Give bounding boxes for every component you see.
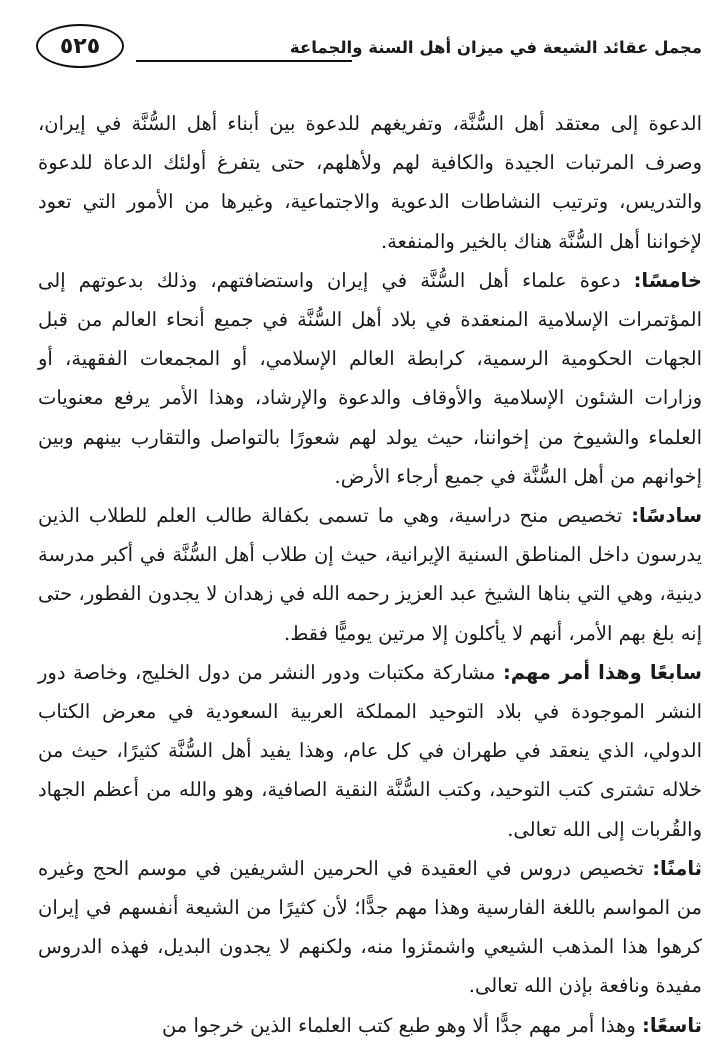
paragraph-fifth [38, 261, 702, 496]
paragraph-lead: سابعًا وهذا أمر مهم: [502, 660, 702, 684]
paragraph-sixth [38, 496, 702, 653]
paragraph-lead: ثامنًا: [652, 856, 702, 880]
paragraph-eighth [38, 849, 702, 1006]
paragraph-text: وهذا أمر مهم جدًّا ألا وهو طبع كتب العلماء الذين خرجوا من [162, 1013, 643, 1037]
body-text [38, 104, 702, 1044]
paragraph-text: تخصيص دروس في العقيدة في الحرمين الشريفين في موسم الحج وغيره من المواسم باللغة الفارسية وهذا مهم جدًّا؛ لأن كثيرًا من الشيعة أنفسهم في إيران كرهوا هذا المذهب الشيعي واشمئزوا منه، ولكنهم لا يجدون البديل، فهذه الدروس مفيدة ونافعة بإذن الله تعالى. [38, 856, 702, 998]
running-title: مجمل عقائد الشيعة في ميزان أهل السنة والجماعة [289, 38, 702, 57]
page-header [36, 22, 702, 74]
paragraph-continuation [38, 104, 702, 261]
paragraph-text: تخصيص منح دراسية، وهي ما تسمى بكفالة طالب العلم للطلاب الذين يدرسون داخل المناطق السنية الإيرانية، حيث إن طلاب أهل السُّنَّة في أكبر مدرسة دينية، وهي التي بناها الشيخ عبد العزيز رحمه الله في زهدان لا يجدون الفطور، حتى إنه بلغ بهم الأمر، أنهم لا يأكلون إلا مرتين يوميًّا فقط. [38, 504, 702, 645]
page-number-badge [36, 24, 124, 68]
paragraph-lead: تاسعًا: [642, 1013, 702, 1037]
paragraph-seventh [38, 653, 702, 849]
paragraph-text: مشاركة مكتبات ودور النشر من دول الخليج، وخاصة دور النشر الموجودة في بلاد التوحيد المملكة العربية السعودية في معرض الكتاب الدولي، الذي ينعقد في طهران في كل عام، وهذا يفيد أهل السُّنَّة كثيرًا، حيث من خلاله تشترى كتب التوحيد، وكتب السُّنَّة النقية الصافية، وهو والله من أعظم الجهاد والقُربات إلى الله تعالى. [38, 660, 702, 841]
paragraph-text: الدعوة إلى معتقد أهل السُّنَّة، وتفريغهم للدعوة بين أبناء أهل السُّنَّة في إيران، وصرف المرتبات الجيدة والكافية لهم ولأهلهم، حتى يتفرغ أولئك الدعاة للدعوة والتدريس، وترتيب النشاطات الدعوية والاجتماعية، وغيرها من الأمور التي تعود لإخواننا أهل السُّنَّة هناك بالخير والمنفعة. [38, 112, 702, 253]
paragraph-lead: خامسًا: [633, 268, 702, 292]
paragraph-lead: سادسًا: [631, 504, 702, 528]
header-rule [136, 60, 352, 62]
paragraph-text: دعوة علماء أهل السُّنَّة في إيران واستضافتهم، وذلك بدعوتهم إلى المؤتمرات الإسلامية المنعقدة في بلاد أهل السُّنَّة في جميع أنحاء العالم من قبل الجهات الحكومية الرسمية، كرابطة العالم الإسلامي، أو المجمعات الفقهية، أو وزارات الشئون الإسلامية والأوقاف والدعوة والإرشاد، وهذا الأمر يرفع معنويات العلماء والشيوخ من إخواننا، حيث يولد لهم شعورًا بالتواصل والتقارب بينهم وبين إخوانهم من أهل السُّنَّة في جميع أرجاء الأرض. [38, 268, 702, 488]
paragraph-ninth [38, 1006, 702, 1045]
page-number: ٥٢٥ [59, 33, 101, 59]
